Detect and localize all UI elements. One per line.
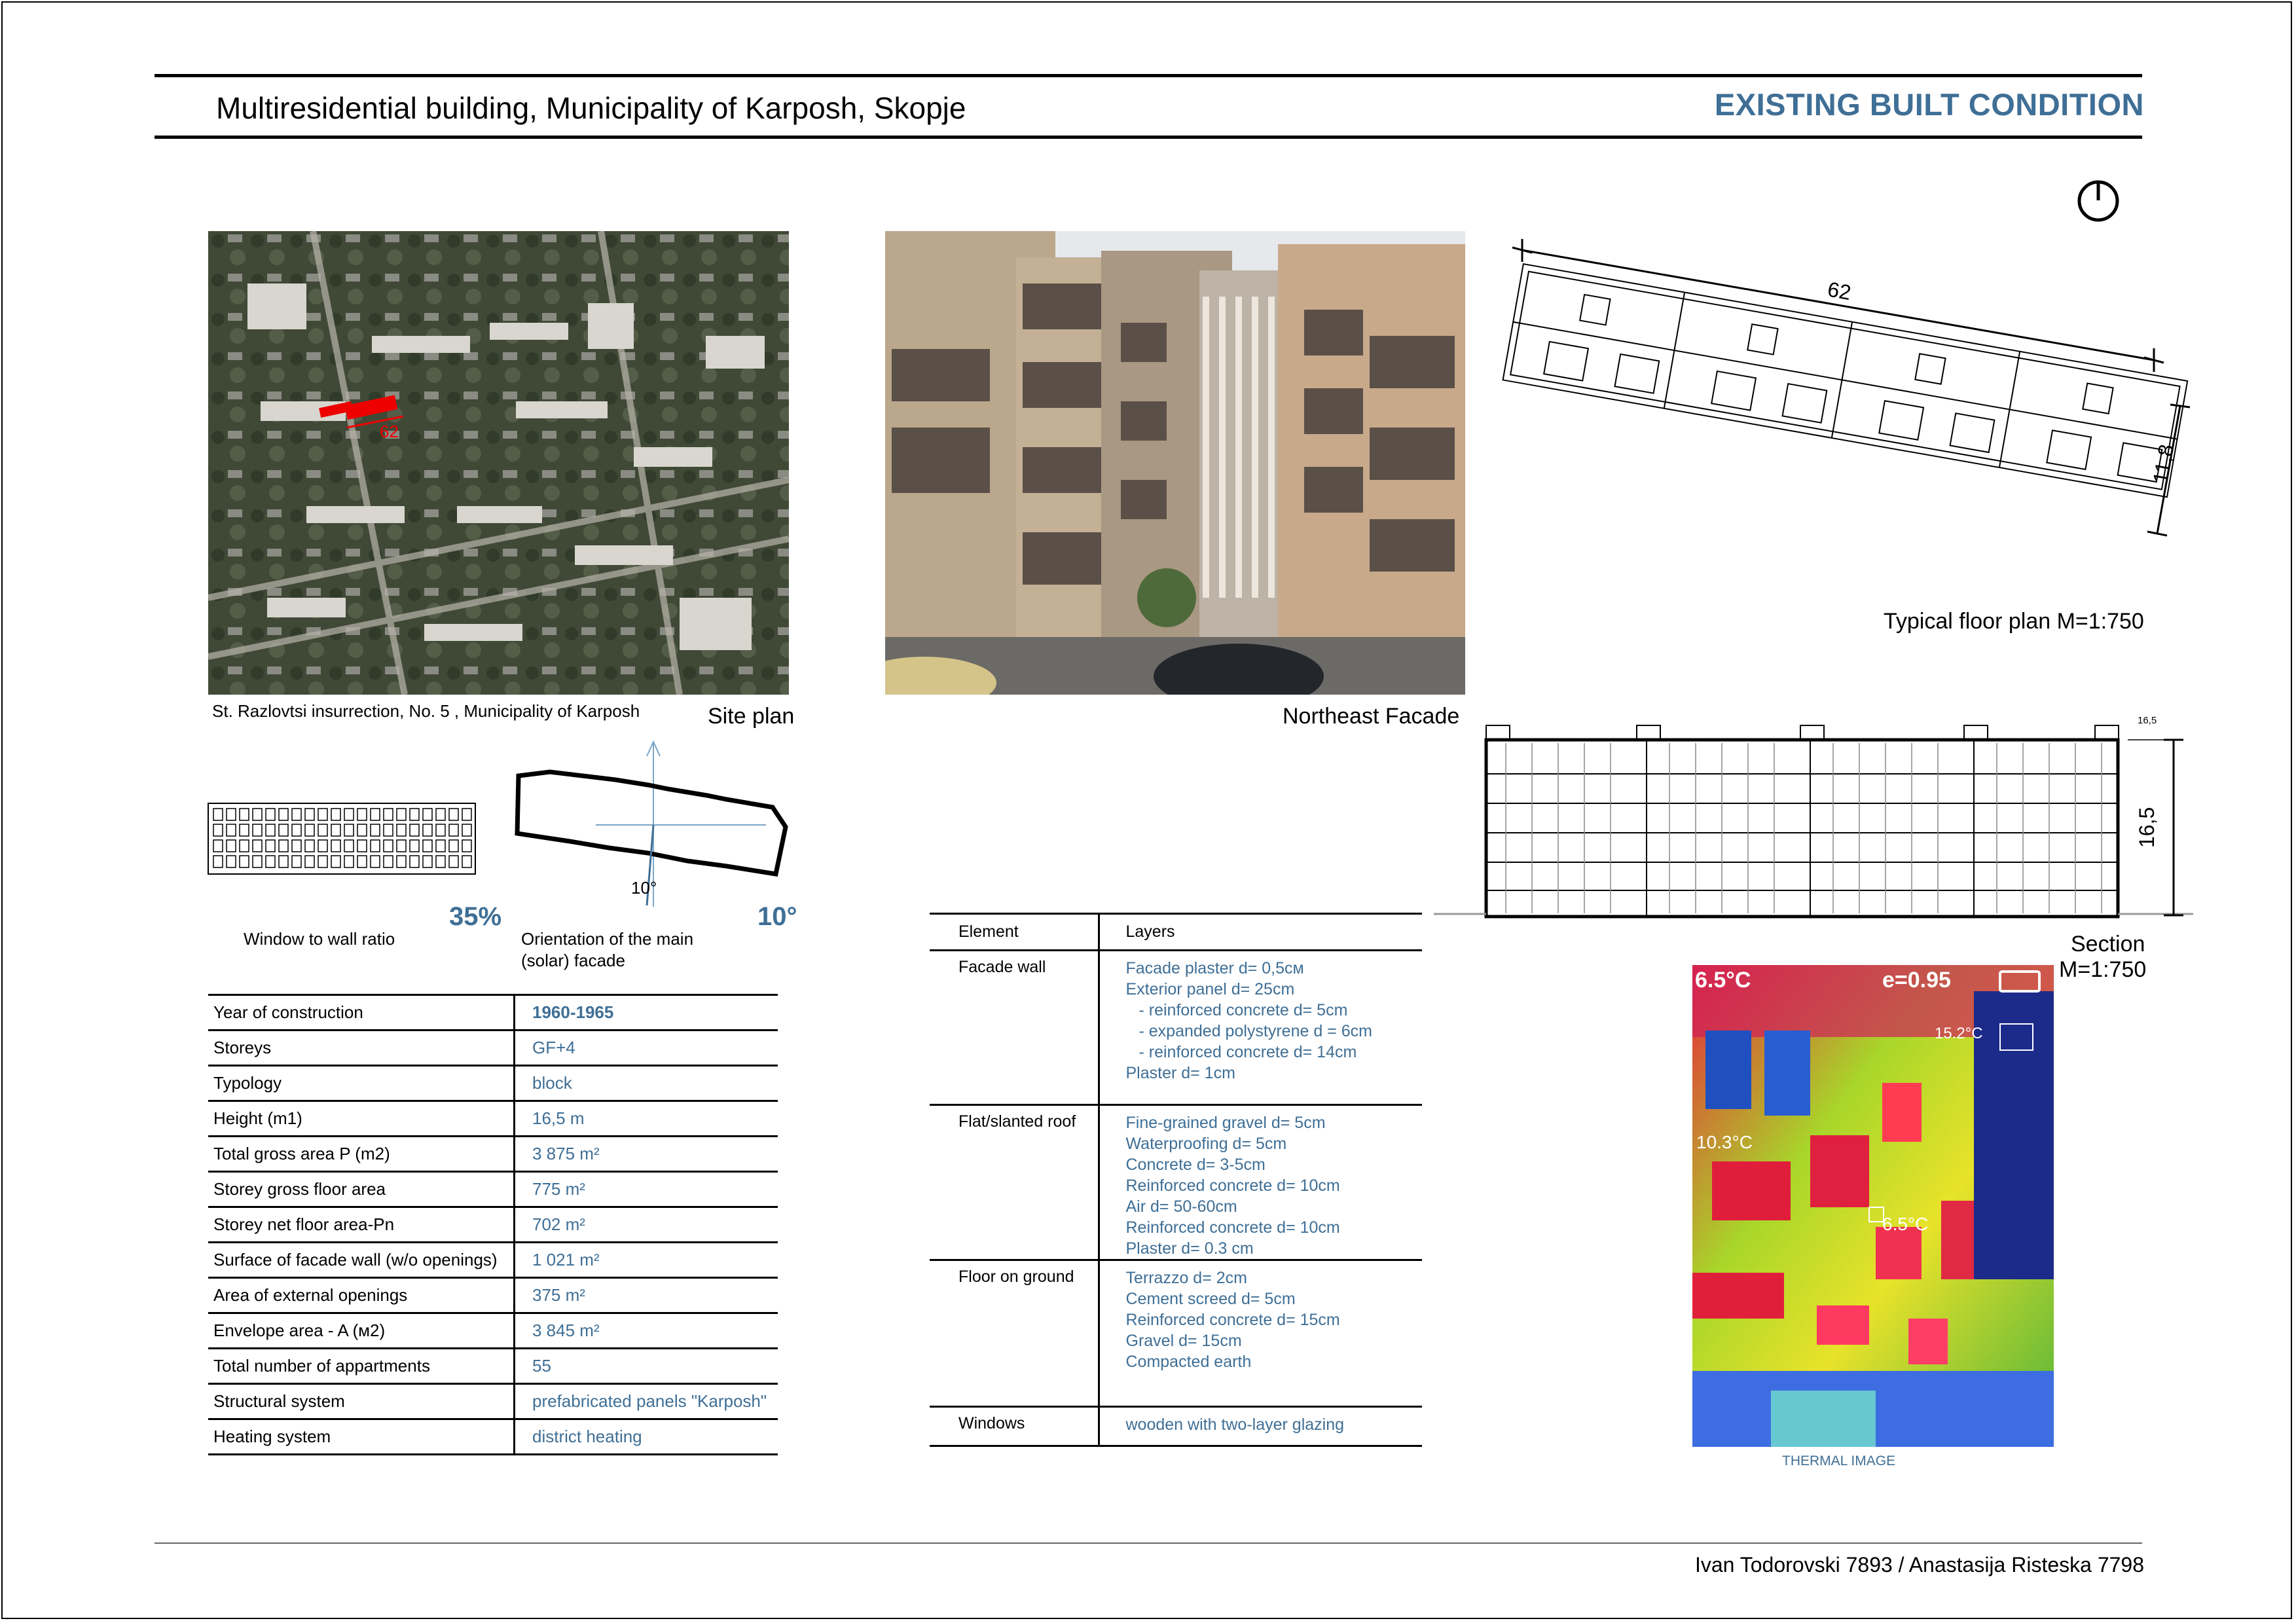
property-value: 1 021 m²: [515, 1243, 778, 1278]
thermal-image: [1692, 965, 2054, 1447]
thermal-emissivity: e=0.95: [1882, 968, 1951, 993]
thermal-spot-left: 10.3°C: [1696, 1132, 1753, 1152]
building-properties-table: [208, 994, 778, 1455]
section-title: EXISTING BUILT CONDITION: [1714, 87, 2144, 122]
property-value: 3 845 m²: [515, 1313, 778, 1349]
layer-element: Floor on ground: [930, 1260, 1099, 1407]
orientation-diagram: [511, 737, 799, 913]
property-key: Storey gross floor area: [208, 1172, 515, 1207]
property-value: prefabricated panels "Karposh": [515, 1384, 778, 1419]
thermal-caption: THERMAL IMAGE: [1782, 1453, 1896, 1468]
layer-line: Concrete d= 3-5cm: [1125, 1156, 1266, 1174]
layer-element: Windows: [930, 1407, 1099, 1446]
section-drawing: [1434, 714, 2193, 936]
section-caption-2: M=1:750: [2059, 957, 2147, 982]
property-key: Area of external openings: [208, 1278, 515, 1313]
thermal-spot-top: 15.2°C: [1935, 1025, 1983, 1042]
floor-plan-length: 62: [1825, 277, 1853, 305]
property-key: Total number of appartments: [208, 1349, 515, 1384]
property-row: [208, 1101, 778, 1137]
orientation-value: 10°: [757, 902, 797, 931]
property-value: 55: [515, 1349, 778, 1384]
window-wall-elevation-icon: [207, 802, 478, 877]
layer-line: - reinforced concrete d= 5cm: [1139, 1001, 1348, 1019]
layer-line: Exterior panel d= 25cm: [1125, 980, 1295, 998]
layer-line: Gravel d= 15cm: [1125, 1332, 1242, 1350]
property-row: [208, 1313, 778, 1349]
layer-list: [1099, 1407, 1422, 1446]
property-row: [208, 1278, 778, 1313]
layer-list: [1099, 1105, 1422, 1260]
header-top-rule: [155, 74, 2142, 77]
page-title: Multiresidential building, Municipality of Karposh, Skopje: [216, 91, 966, 125]
property-row: [208, 1349, 778, 1384]
layer-line: - expanded polystyrene d = 6cm: [1139, 1022, 1372, 1040]
property-key: Storey net floor area-Pn: [208, 1207, 515, 1243]
property-row: [208, 1419, 778, 1455]
layer-list: [1099, 951, 1422, 1105]
layer-element: Flat/slanted roof: [930, 1105, 1099, 1260]
floor-plan-caption: Typical floor plan M=1:750: [1884, 609, 2144, 634]
layer-line: Compacted earth: [1125, 1353, 1252, 1371]
thermal-max-temp: 6.5°C: [1695, 968, 1751, 993]
section-small-dim: 16,5: [2138, 715, 2157, 726]
section-height: 16,5: [2135, 807, 2159, 848]
layer-line: Reinforced concrete d= 10cm: [1125, 1176, 1340, 1195]
layer-line: wooden with two-layer glazing: [1125, 1415, 1345, 1434]
property-row: [208, 1243, 778, 1278]
north-arrow-icon: [2075, 178, 2121, 224]
property-value: 775 m²: [515, 1172, 778, 1207]
property-key: Envelope area - A (м2): [208, 1313, 515, 1349]
footer-rule: [155, 1542, 2142, 1544]
layer-line: - reinforced concrete d= 14cm: [1139, 1043, 1357, 1061]
layer-line: Air d= 50-60cm: [1125, 1197, 1237, 1216]
layer-line: Reinforced concrete d= 15cm: [1125, 1311, 1340, 1329]
orientation-label-1: Orientation of the main: [521, 929, 694, 949]
property-key: Typology: [208, 1066, 515, 1101]
property-key: Year of construction: [208, 995, 515, 1030]
window-ratio-label: Window to wall ratio: [244, 929, 395, 949]
property-row: [208, 1066, 778, 1101]
property-key: Structural system: [208, 1384, 515, 1419]
layer-line: Fine-grained gravel d= 5cm: [1125, 1114, 1326, 1132]
property-value: 702 m²: [515, 1207, 778, 1243]
section-caption-1: Section: [2071, 932, 2145, 957]
orientation-angle: 10°: [631, 878, 657, 898]
layers-header-element: Element: [930, 914, 1099, 951]
site-plan-dimension: 62: [380, 422, 399, 441]
layer-row: [930, 1105, 1422, 1260]
floor-plan-width: 11,8: [2148, 442, 2179, 486]
property-value: GF+4: [515, 1030, 778, 1066]
site-address: St. Razlovtsi insurrection, No. 5 , Municipality of Karposh: [212, 701, 640, 721]
property-row: [208, 1207, 778, 1243]
northeast-facade-photo: [885, 231, 1465, 695]
layer-row: [930, 1407, 1422, 1446]
property-key: Height (m1): [208, 1101, 515, 1137]
property-row: [208, 995, 778, 1030]
property-value: 16,5 m: [515, 1101, 778, 1137]
site-plan-caption: Site plan: [708, 704, 795, 729]
typical-floor-plan-drawing: [1486, 236, 2200, 543]
layer-line: Waterproofing d= 5cm: [1125, 1135, 1287, 1153]
facade-photo-caption: Northeast Facade: [1283, 704, 1460, 729]
property-key: Storeys: [208, 1030, 515, 1066]
layer-line: Plaster d= 0.3 cm: [1125, 1239, 1254, 1258]
thermal-spot-center: 6.5°C: [1882, 1214, 1929, 1234]
footer-authors: Ivan Todorovski 7893 / Anastasija Risteska 7798: [1694, 1553, 2144, 1577]
property-value: 375 m²: [515, 1278, 778, 1313]
layer-row: [930, 951, 1422, 1105]
window-ratio-value: 35%: [449, 902, 502, 931]
layer-line: Reinforced concrete d= 10cm: [1125, 1218, 1340, 1237]
layer-line: Cement screed d= 5cm: [1125, 1290, 1296, 1308]
construction-layers-table: [930, 913, 1422, 1447]
property-value: district heating: [515, 1419, 778, 1455]
layer-line: Terrazzo d= 2cm: [1125, 1269, 1247, 1287]
property-value: 3 875 m²: [515, 1137, 778, 1172]
layer-line: Facade plaster d= 0,5см: [1125, 959, 1304, 977]
layers-header-row: [930, 914, 1422, 951]
property-key: Heating system: [208, 1419, 515, 1455]
layer-list: [1099, 1260, 1422, 1407]
layer-line: Plaster d= 1cm: [1125, 1064, 1235, 1082]
property-value: 1960-1965: [515, 995, 778, 1030]
layer-element: Facade wall: [930, 951, 1099, 1105]
property-key: Surface of facade wall (w/o openings): [208, 1243, 515, 1278]
property-key: Total gross area P (m2): [208, 1137, 515, 1172]
property-row: [208, 1030, 778, 1066]
header-bottom-rule: [155, 136, 2142, 139]
property-row: [208, 1137, 778, 1172]
site-plan-aerial-image: [208, 231, 789, 695]
layers-header-layers: Layers: [1099, 914, 1422, 951]
property-row: [208, 1384, 778, 1419]
property-row: [208, 1172, 778, 1207]
layer-row: [930, 1260, 1422, 1407]
property-value: block: [515, 1066, 778, 1101]
orientation-label-2: (solar) facade: [521, 951, 625, 970]
